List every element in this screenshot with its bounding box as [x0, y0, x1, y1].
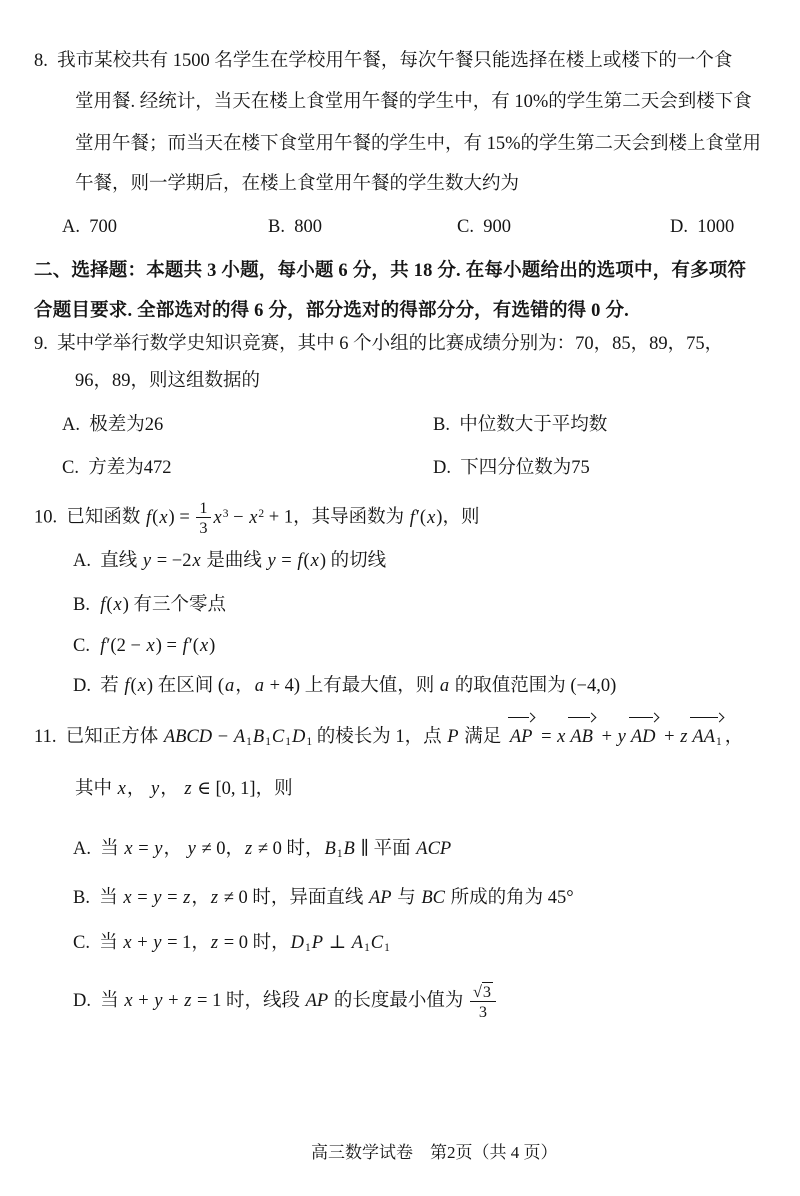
- q9-stem-line-1: 9. 某中学举行数学史知识竞赛，其中 6 个小组的比赛成绩分别为：70，85，89，75，: [34, 334, 724, 354]
- q8-stem-line-3: 堂用午餐；而当天在楼下食堂用午餐的学生中，有 15%的学生第二天会到楼上食堂用: [75, 134, 762, 154]
- q10-option-c: C. f′(2 − x) = f′(x): [73, 636, 216, 656]
- q8-option-d: D. 1000: [670, 217, 735, 237]
- q8-option-a: A. 700: [62, 217, 117, 237]
- q8-option-b: B. 800: [268, 217, 322, 237]
- q11-stem-line-1: 11. 已知正方体 ABCD − $A_1B_1C_1D_1$ 的棱长为 1，点 P 满足 AP = x AB + y AD + z $AA_1$ ，: [0, 720, 800, 754]
- q8-option-c: C. 900: [457, 217, 511, 237]
- q11-stem-line-2: 其中 x， y， z ∈ [0, 1]，则: [75, 779, 293, 799]
- section2-header-line-1: 二、选择题：本题共 3 小题，每小题 6 分，共 18 分. 在每小题给出的选项中，有多项符: [34, 261, 747, 281]
- q11-option-c: C. 当 x + y = 1，z = 0 时，$D_1P$ ⊥ $A_1C_1$: [73, 933, 390, 955]
- q9-option-b: B. 中位数大于平均数: [433, 415, 608, 435]
- q8-stem-line-4: 午餐，则一学期后，在楼上食堂用午餐的学生数大约为: [75, 174, 520, 194]
- q11-option-a: A. 当 x = y， y ≠ 0，z ≠ 0 时，$B_1B$ ∥ 平面 ACP: [73, 839, 452, 861]
- section2-header-line-2: 合题目要求. 全部选对的得 6 分，部分选对的得部分分，有选错的得 0 分.: [34, 301, 629, 321]
- q9-option-d: D. 下四分位数为75: [433, 458, 590, 478]
- q9-option-a: A. 极差为26: [62, 415, 164, 435]
- q10-option-d: D. 若 f(x) 在区间 (a，a + 4) 上有最大值，则 a 的取值范围为 (−4,0): [73, 676, 617, 696]
- page-footer: 高三数学试卷 第2页（共 4 页）: [311, 1143, 558, 1162]
- q10-option-b: B. f(x) 有三个零点: [73, 595, 227, 615]
- q9-options-row-1: [0, 408, 800, 442]
- q11-option-d: D. 当 x + y + z = 1 时，线段 AP 的长度最小值为 $\frac{√3}{3}$: [0, 979, 800, 1023]
- q11-option-b: B. 当 x = y = z，z ≠ 0 时，异面直线 AP 与 BC 所成的角为 45°: [73, 888, 574, 908]
- q9-options-row-2: [0, 451, 800, 485]
- q9-stem-line-2: 96，89，则这组数据的: [75, 371, 261, 391]
- q10-stem: 10. 已知函数 f(x) = $\frac{1}{3}$ $x^3 - x^2 + 1$，其导函数为 f′(x)，则: [34, 497, 480, 537]
- q10-option-a: A. 直线 y = −2x 是曲线 y = f(x) 的切线: [73, 551, 387, 571]
- q8-options-row: [0, 210, 800, 244]
- q8-stem-line-1: 8. 我市某校共有 1500 名学生在学校用午餐，每次午餐只能选择在楼上或楼下的一个食: [34, 51, 733, 71]
- q9-option-c: C. 方差为472: [62, 458, 172, 478]
- q8-stem-line-2: 堂用餐. 经统计，当天在楼上食堂用午餐的学生中，有 10%的学生第二天会到楼下食: [75, 92, 752, 112]
